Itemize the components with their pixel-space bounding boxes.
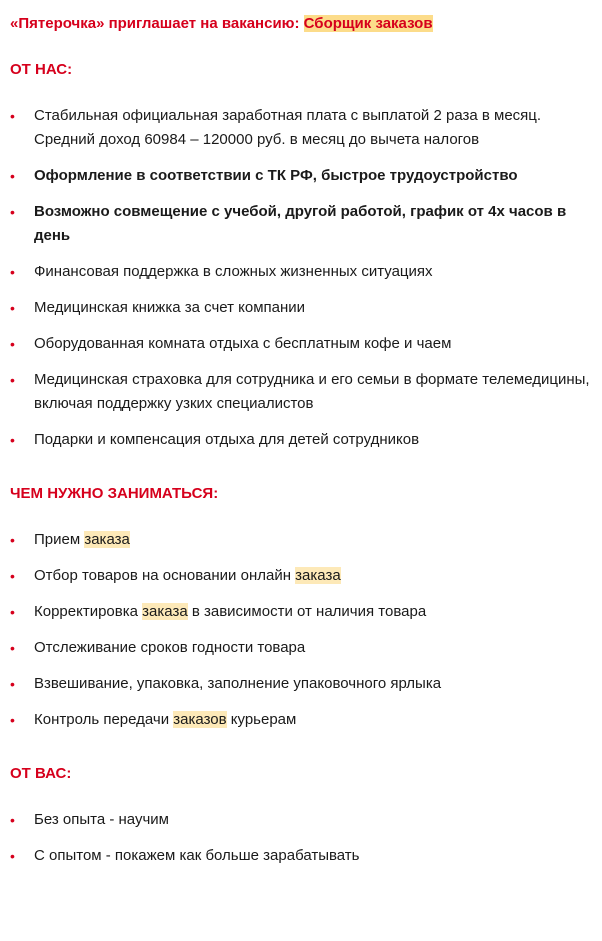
list-item [10,528,592,552]
vacancy-position: Сборщик заказов [303,15,433,32]
list-item [10,200,592,248]
bullet-icon: • [10,108,15,124]
bullet-icon: • [10,676,15,692]
list-item [10,708,592,732]
section-heading-duties: ЧЕМ НУЖНО ЗАНИМАТЬСЯ: [10,485,219,502]
bullet-icon: • [10,848,15,864]
list-item-text: Взвешивание, упаковка, заполнение упаковочного ярлыка [34,675,442,692]
list-item [10,636,592,660]
list-item-text: Корректировка заказа в зависимости от наличия товара [34,603,427,620]
bullet-icon: • [10,640,15,656]
bullet-icon: • [10,712,15,728]
list-item-text: Подарки и компенсация отдыха для детей сотрудников [34,431,420,448]
list-item-text: Контроль передачи заказов курьерам [34,711,297,728]
list-item-text: Финансовая поддержка в сложных жизненных ситуациях [34,263,433,280]
list-item-text: Оборудованная комната отдыха с бесплатным кофе и чаем [34,335,452,352]
bullet-icon: • [10,264,15,280]
list-item-text: Стабильная официальная заработная плата с выплатой 2 раза в месяц. Средний доход 60984 – 120000 руб. в месяц до вычета налогов [34,107,542,148]
list-item [10,564,592,588]
bullet-icon: • [10,432,15,448]
bullet-icon: • [10,604,15,620]
list-item [10,600,592,624]
list-item [10,368,592,416]
bullet-icon: • [10,300,15,316]
list-item [10,428,592,452]
list-item [10,844,592,868]
list-item-text: Прием заказа [34,531,130,548]
duties-list [10,528,592,732]
list-item-text: Отбор товаров на основании онлайн заказа [34,567,341,584]
vacancy-title [10,12,592,36]
list-item-text: Без опыта - научим [34,811,169,828]
highlighted-keyword: заказа [142,603,188,620]
list-item [10,332,592,356]
list-item [10,164,592,188]
bullet-icon: • [10,168,15,184]
list-item [10,672,592,696]
list-item [10,260,592,284]
vacancy-intro: «Пятерочка» приглашает на вакансию: [10,15,304,32]
list-item-text: Оформление в соответствии с ТК РФ, быстрое трудоустройство [34,167,518,184]
list-item-text: С опытом - покажем как больше зарабатывать [34,847,360,864]
highlighted-keyword: заказа [295,567,341,584]
list-item [10,808,592,832]
bullet-icon: • [10,204,15,220]
list-item-text: Возможно совмещение с учебой, другой работой, график от 4х часов в день [34,203,567,244]
list-item-text: Медицинская страховка для сотрудника и его семьи в формате телемедицины, включая поддержку узких специалистов [34,371,590,412]
bullet-icon: • [10,568,15,584]
list-item-text: Медицинская книжка за счет компании [34,299,306,316]
list-item-text: Отслеживание сроков годности товара [34,639,306,656]
requirements-list [10,808,592,868]
highlighted-keyword: заказа [84,531,130,548]
bullet-icon: • [10,336,15,352]
benefits-list [10,104,592,452]
bullet-icon: • [10,372,15,388]
list-item [10,296,592,320]
bullet-icon: • [10,532,15,548]
section-heading-requirements: ОТ ВАС: [10,765,72,782]
section-heading-benefits: ОТ НАС: [10,61,73,78]
list-item [10,104,592,152]
highlighted-keyword: заказов [173,711,227,728]
bullet-icon: • [10,812,15,828]
